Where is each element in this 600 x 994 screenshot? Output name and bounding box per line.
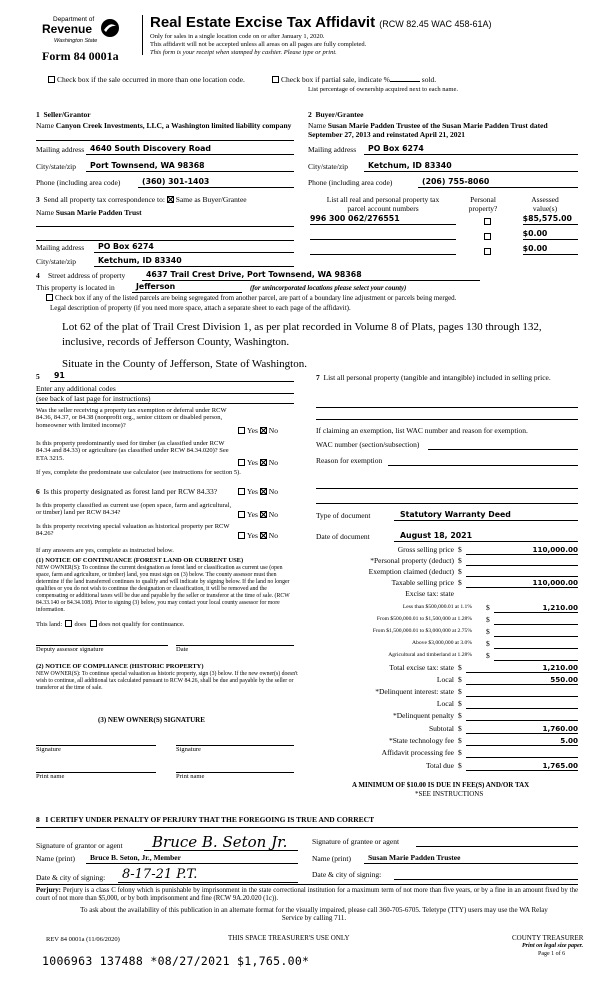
receipt-stamp: 1006963 137488 *08/27/2021 $1,765.00* — [42, 954, 310, 968]
seller-section-num: 1 — [36, 110, 40, 119]
sec6-q2-no-checkbox[interactable] — [260, 511, 267, 518]
sec5-enter-codes: Enter any additional codes — [36, 384, 116, 393]
owner-print-2 — [176, 772, 294, 780]
sec6-q3-yes-checkbox[interactable] — [238, 532, 245, 539]
reason-line-3[interactable] — [316, 494, 578, 504]
perjury-label: Perjury: — [36, 887, 61, 894]
revenue-logo — [40, 14, 128, 48]
grantor-date[interactable]: 8-17-21 P.T. — [118, 867, 298, 883]
tax-row-label: Total due — [425, 761, 454, 770]
tax-row-label: Total excise tax: state — [389, 663, 454, 672]
tax-row-label: *State technology fee — [389, 736, 454, 745]
buyer-name-label: Name — [308, 121, 326, 130]
deputy-date-label: Date — [176, 646, 189, 653]
seller-name-row — [36, 122, 294, 131]
sec6-q1-yes-checkbox[interactable] — [238, 488, 245, 495]
partial-sale-checkbox[interactable] — [272, 76, 279, 83]
tax-row-dollar: $ — [458, 748, 462, 757]
does-not-checkbox[interactable] — [90, 620, 97, 627]
located-row — [36, 283, 506, 293]
seller-city-label: City/state/zip — [36, 162, 76, 172]
wac-input[interactable] — [428, 440, 578, 450]
grantor-date-row — [36, 867, 298, 883]
tax-row-label: Affidavit processing fee — [381, 748, 454, 757]
tax-row-value[interactable] — [494, 627, 578, 637]
parcel-number[interactable] — [310, 245, 456, 255]
seller-city[interactable]: Port Townsend, WA 98368 — [86, 162, 294, 172]
tax-row-dollar: $ — [486, 651, 490, 660]
partial-sold-label: sold. — [421, 75, 437, 84]
reason-row — [316, 456, 578, 466]
legal-desc-label: Legal description of property (if you need more space, attach a separate sheet to each page of the affidavit). — [50, 304, 351, 312]
tax-row-value[interactable] — [494, 651, 578, 661]
seller-mailing-row — [36, 145, 294, 155]
tax-row-value[interactable]: 110,000.00 — [466, 578, 578, 588]
grantee-name-label: Name (print) — [312, 854, 351, 863]
sec8-heading-text: I CERTIFY UNDER PENALTY OF PERJURY THAT THE FOREGOING IS TRUE AND CORRECT — [45, 815, 375, 824]
rev-number: REV 84 0001a (11/06/2020) — [46, 936, 120, 943]
tax-row-dollar: $ — [486, 615, 490, 624]
dept-line2: Revenue — [42, 22, 93, 36]
sec5-q2: Is this property predominantly used for timber (as classified under RCW 84.34 and 84.33) or agriculture (as classified under RCW 84.34.020)? See ETA 3215. — [36, 440, 229, 462]
parcel-row — [310, 230, 578, 240]
street-row — [36, 271, 480, 281]
tax-row-label: Local — [436, 675, 454, 684]
buyer-name[interactable]: Susan Marie Padden Trustee of the Susan Marie Padden Trust dated September 27, 2013 and reinstated April 21, 2021 — [308, 121, 548, 139]
tax-row-dollar: $ — [458, 578, 462, 587]
tax-row-dollar: $ — [486, 639, 490, 648]
tax-row-dollar: $ — [458, 736, 462, 745]
tax-row-value[interactable]: 110,000.00 — [466, 545, 578, 555]
grantee-sig-row — [312, 833, 578, 847]
segregated-check[interactable] — [46, 294, 456, 302]
tax-row-dollar: $ — [458, 687, 462, 696]
doc-type[interactable]: Statutory Warranty Deed — [394, 511, 578, 521]
buyer-heading-text: Buyer/Grantee — [315, 110, 364, 119]
located-label: This property is located in — [36, 283, 115, 293]
tax-row-label: Above $3,000,000 at 3.0% — [412, 640, 472, 646]
sec5-codes-line — [36, 385, 294, 394]
parcel-row — [310, 215, 578, 225]
corr-heading-text: Send all property tax correspondence to: — [43, 195, 165, 204]
header-note-2: This affidavit will not be accepted unless all areas on all pages are fully completed. — [150, 41, 367, 48]
tax-row-dollar: $ — [458, 711, 462, 720]
form-citation: (RCW 82.45 WAC 458-61A) — [379, 19, 492, 29]
grantor-date-label: Date & city of signing: — [36, 873, 106, 883]
doc-date-row — [316, 532, 578, 542]
tax-row-dollar: $ — [486, 627, 490, 636]
street-label: Street address of property — [48, 271, 126, 281]
sec5-q1-yes-checkbox[interactable] — [238, 427, 245, 434]
corr-name-row — [36, 209, 142, 218]
tax-row-value[interactable]: 1,760.00 — [466, 724, 578, 734]
no-label: No — [268, 510, 278, 519]
street-address[interactable]: 4637 Trail Crest Drive, Port Townsend, WA 98368 — [142, 271, 480, 281]
county-treasurer: COUNTY TREASURER — [512, 934, 584, 942]
multi-location-label: Check box if the sale occurred in more than one location code. — [57, 75, 245, 84]
personal-col-header: Personal property? — [468, 195, 498, 213]
tax-row-value[interactable] — [494, 615, 578, 625]
personal-property-checkbox[interactable] — [484, 233, 491, 240]
treasurer-space: THIS SPACE TREASURER'S USE ONLY — [228, 934, 350, 942]
tax-row-dollar: $ — [458, 699, 462, 708]
unincorporated-note: (for unincorporated locations please select your county) — [250, 285, 407, 293]
sec5-q1-no-checkbox[interactable] — [260, 427, 267, 434]
partial-sale-check[interactable] — [272, 76, 436, 85]
tax-row-label: Subtotal — [428, 724, 454, 733]
multi-location-check[interactable] — [48, 76, 245, 85]
tax-row-label: Less than $500,000.01 at 1.1% — [402, 604, 472, 610]
tax-row-value[interactable] — [466, 687, 578, 697]
tax-row-label: From $1,500,000.01 to $3,000,000 at 2.75% — [372, 628, 472, 634]
buyer-section-num: 2 — [308, 110, 312, 119]
footer-divider — [36, 884, 578, 885]
minimum-note: A MINIMUM OF $10.00 IS DUE IN FEE(S) AND/OR TAX — [352, 781, 530, 789]
corr-mailing-label: Mailing address — [36, 243, 85, 253]
seller-phone[interactable]: (360) 301-1403 — [138, 178, 294, 188]
partial-sale-label: Check box if partial sale, indicate % — [281, 75, 390, 84]
corr-city-row — [36, 257, 294, 267]
dept-line1: Department of — [53, 16, 95, 23]
buyer-city-row — [308, 162, 578, 172]
sec6-q1-answer — [238, 488, 278, 497]
sec5-code[interactable]: 91 — [50, 372, 294, 382]
reason-input[interactable] — [388, 456, 578, 466]
personal-property-checkbox[interactable] — [484, 248, 491, 255]
sec5-see-back — [36, 395, 294, 404]
grantee-date-label: Date & city of signing: — [312, 870, 382, 880]
sec6-q3-no-checkbox[interactable] — [260, 532, 267, 539]
tax-row-value[interactable] — [466, 699, 578, 709]
legal-paper-note: Print on legal size paper. — [522, 943, 584, 949]
yes-label: Yes — [247, 426, 258, 435]
tax-row-label: Local — [436, 699, 454, 708]
tax-row-value[interactable] — [466, 556, 578, 566]
does-checkbox[interactable] — [65, 620, 72, 627]
alt-format-text: To ask about the availability of this publication in an alternate format for the visually impaired, please call 360-705-6705. Teletype (TTY) users may use the WA Relay Service by calling 711. — [80, 906, 548, 923]
assessed-value[interactable]: $0.00 — [523, 245, 578, 255]
tax-row-value[interactable] — [494, 639, 578, 649]
corr-mailing[interactable]: PO Box 6274 — [94, 243, 294, 253]
no-label: No — [268, 426, 278, 435]
sec6-num: 6 — [36, 487, 40, 496]
tax-row-dollar: $ — [458, 567, 462, 576]
corr-city[interactable]: Ketchum, ID 83340 — [94, 257, 294, 267]
sec6-q2-answer — [238, 511, 278, 520]
tax-row-value[interactable]: 1,210.00 — [466, 663, 578, 673]
sec5-q2-answer — [238, 459, 278, 468]
tax-row-dollar: $ — [458, 675, 462, 684]
situate-text[interactable]: Situate in the County of Jefferson, State of Washington. — [62, 358, 307, 370]
yes-label: Yes — [247, 510, 258, 519]
assessed-value[interactable]: $0.00 — [523, 230, 578, 240]
tax-row-label: Gross selling price — [397, 545, 454, 554]
tax-row-value[interactable] — [466, 567, 578, 577]
corr-line-2 — [36, 240, 294, 241]
owner-sig-1-label: Signature — [36, 746, 61, 753]
this-land-label: This land: — [36, 621, 63, 628]
owner-print-2-label: Print name — [176, 773, 205, 780]
wac-row — [316, 440, 578, 450]
sec6-q3-answer — [238, 532, 278, 541]
sec6-q1-no-checkbox[interactable] — [260, 488, 267, 495]
header-note-3: This form is your receipt when stamped by cashier. Please type or print. — [150, 49, 337, 56]
sec5-code-row — [36, 372, 294, 382]
tax-row-value[interactable]: 1,765.00 — [466, 761, 578, 771]
parcel-row — [310, 245, 578, 255]
grantor-name[interactable]: Bruce B. Seton, Jr., Member — [86, 854, 298, 864]
segregated-checkbox[interactable] — [46, 294, 53, 301]
deputy-sig-label: Deputy assessor signature — [36, 646, 104, 653]
yes-label: Yes — [247, 487, 258, 496]
owner-sig-2-label: Signature — [176, 746, 201, 753]
same-as-buyer-label: Same as Buyer/Grantee — [175, 195, 247, 204]
notice2-text: NEW OWNER(S): To continue special valuation as historic property, sign (3) below. If the new owner(s) doesn't wish to continue, all additional tax calculated pursuant to RCW 84.26, shall be due and payable by the seller or transferor at the time of sale. — [36, 671, 298, 691]
owner-sig-2 — [176, 745, 294, 753]
buyer-mailing-row — [308, 145, 578, 155]
sec6-q2: Is this property classified as current use (open space, farm and agricultural, or timber) land per RCW 84.34? — [36, 502, 232, 517]
tax-row-value[interactable]: 1,210.00 — [494, 603, 578, 613]
tax-row-label: Excise tax: state — [405, 589, 454, 598]
parcel-number[interactable] — [310, 230, 456, 240]
assessed-col-header: Assessed value(s) — [531, 195, 559, 213]
does-label: does — [74, 621, 87, 628]
seller-heading-text: Seller/Grantor — [43, 110, 91, 119]
parcel-col-header: List all real and personal property tax parcel account numbers — [326, 195, 440, 213]
notice1-text: NEW OWNER(S): To continue the current designation as forest land or classification as current use (open space, farm and agriculture, or timber) land, you must sign on (3) below. The county assessor must then determine if the land transferred continues to qualify and will indicate by signing below. If the land no longer qualifies or you do not wish to continue the designation or classification, it will be removed and the compensating or additional taxes will be due and payable by the seller or transferor at the time of sale. (RCW 84.33.140 or 84.34.108). Prior to signing (3) below, you may contact your local county assessor for more information. — [36, 565, 290, 613]
assessed-value[interactable]: $85,575.00 — [523, 215, 578, 225]
owner-print-1 — [36, 772, 156, 780]
buyer-mailing-label: Mailing address — [308, 145, 357, 155]
sec7-heading-text: List all personal property (tangible and intangible) included in selling price. — [323, 373, 551, 382]
seller-phone-label: Phone (including area code) — [36, 178, 121, 188]
tax-row-value[interactable]: 5.00 — [466, 736, 578, 746]
tax-row-label: Exemption claimed (deduct) — [368, 567, 454, 576]
buyer-phone-row — [308, 178, 578, 188]
tax-row-value[interactable] — [466, 748, 578, 758]
sec6-q4: If any answers are yes, complete as instructed below. — [36, 547, 174, 554]
buyer-city-label: City/state/zip — [308, 162, 348, 172]
form-title-text: Real Estate Excise Tax Affidavit — [150, 14, 376, 31]
header-note-1: Only for sales in a single location code on or after January 1, 2020. — [150, 33, 325, 40]
doc-date-label: Date of document — [316, 532, 370, 542]
grantor-sig-label: Signature of grantor or agent — [36, 841, 123, 851]
owner-print-1-label: Print name — [36, 773, 65, 780]
tax-row-dollar: $ — [458, 761, 462, 770]
buyer-phone-label: Phone (including area code) — [308, 178, 393, 188]
buyer-city[interactable]: Ketchum, ID 83340 — [364, 162, 578, 172]
no-label: No — [268, 487, 278, 496]
exemption-note: If claiming an exemption, list WAC number and reason for exemption. — [316, 426, 528, 435]
sec8-num: 8 — [36, 815, 40, 824]
sec5-q2-yes-checkbox[interactable] — [238, 459, 245, 466]
sec7-num: 7 — [316, 373, 320, 382]
same-as-buyer-checkbox[interactable] — [167, 196, 174, 203]
grantee-signature[interactable] — [416, 833, 578, 847]
buyer-mailing[interactable]: PO Box 6274 — [364, 145, 578, 155]
sec7-line-1[interactable] — [316, 398, 578, 408]
dept-line3: Washington State — [54, 38, 98, 44]
partial-list-note: List percentage of ownership acquired next to each name. — [308, 86, 458, 93]
segregated-label: Check box if any of the listed parcels are being segregated from another parcel, are part of a boundary line adjustment or parcels being merged. — [55, 294, 457, 302]
grantor-name-row — [36, 854, 298, 864]
tax-row-dollar: $ — [486, 603, 490, 612]
multi-location-checkbox[interactable] — [48, 76, 55, 83]
sec5-see-back-text: (see back of last page for instructions) — [36, 394, 151, 403]
doc-date[interactable]: August 18, 2021 — [394, 532, 578, 542]
does-not-label: does not qualify for continuance. — [98, 621, 185, 628]
sec5-num: 5 — [36, 372, 40, 382]
tax-row-value[interactable]: 550.00 — [466, 675, 578, 685]
grantee-date[interactable] — [394, 870, 578, 880]
doc-type-row — [316, 511, 578, 521]
wac-label: WAC number (section/subsection) — [316, 440, 420, 450]
legal-description[interactable]: Lot 62 of the plat of Trail Crest Division 1, as per plat recorded in Volume 8 of Plats, pages 130 through 132, inclusive, records of Jefferson County, Washington. — [62, 321, 542, 348]
corr-line-1 — [36, 226, 294, 227]
header-divider — [142, 15, 143, 55]
buyer-name-row — [308, 122, 578, 139]
seller-name[interactable]: Canyon Creek Investments, LLC, a Washington limited liability company — [55, 121, 292, 130]
property-section-num: 4 — [36, 271, 40, 281]
form-number: Form 84 0001a — [42, 49, 119, 63]
sec8-heading — [36, 816, 578, 828]
grantor-name-label: Name (print) — [36, 854, 75, 863]
seller-mailing-label: Mailing address — [36, 145, 85, 155]
owner-sig-1 — [36, 745, 156, 753]
grantee-date-row — [312, 870, 578, 880]
sec5-q3: If yes, complete the predominate use calculator (see instructions for section 5). — [36, 469, 241, 476]
tax-row-label: *Delinquent interest: state — [375, 687, 454, 696]
doc-type-label: Type of document — [316, 511, 371, 521]
tax-row-dollar: $ — [458, 724, 462, 733]
grantee-name-row — [312, 854, 578, 864]
new-owner-sig-title: (3) NEW OWNER(S) SIGNATURE — [98, 716, 205, 724]
sec7-heading — [316, 374, 578, 383]
partial-pct-line — [390, 81, 420, 82]
corr-name-label: Name — [36, 208, 54, 217]
personal-property-checkbox[interactable] — [484, 218, 491, 225]
tax-row-dollar: $ — [458, 545, 462, 554]
wa-swoosh-icon — [100, 18, 120, 38]
corr-name[interactable]: Susan Marie Padden Trust — [55, 208, 142, 217]
yes-label: Yes — [247, 531, 258, 540]
grantee-name[interactable]: Susan Marie Padden Trustee — [364, 854, 578, 864]
sec5-q2-no-checkbox[interactable] — [260, 459, 267, 466]
deputy-sig-line — [36, 645, 168, 653]
reason-line-2[interactable] — [316, 479, 578, 489]
corr-mailing-row — [36, 243, 294, 253]
buyer-heading — [308, 111, 363, 120]
parcel-number[interactable]: 996 300 062/276551 — [310, 215, 456, 225]
tax-row-dollar: $ — [458, 556, 462, 565]
seller-name-line — [36, 140, 294, 141]
deputy-date-line — [176, 645, 294, 653]
seller-heading — [36, 111, 91, 120]
corr-city-label: City/state/zip — [36, 257, 76, 267]
tax-row-value[interactable] — [466, 711, 578, 721]
tax-row-label: *Delinquent penalty — [392, 711, 454, 720]
tax-row-label: Taxable selling price — [391, 578, 454, 587]
located-county[interactable]: Jefferson — [132, 283, 242, 293]
grantor-sig-row — [36, 833, 298, 851]
perjury-body: Perjury is a class C felony which is punishable by imprisonment in the state correctional institution for a maximum term of not more than five years, or by a fine in an amount fixed by the court of not more than $5,000, or by both imprisonment and fine (RCW 9A.20.020 (1c)). — [36, 887, 578, 902]
tax-row-label: *Personal property (deduct) — [370, 556, 454, 565]
no-label: No — [268, 458, 278, 467]
sec5-q1-answer — [238, 427, 278, 436]
grantor-signature[interactable]: Bruce B. Seton Jr. — [144, 833, 298, 851]
sec6-q1: Is this property designated as forest land per RCW 84.33? — [43, 487, 218, 496]
notice2-title: (2) NOTICE OF COMPLIANCE (HISTORIC PROPERTY) — [36, 663, 204, 670]
tax-row-label: From $500,000.01 to $1,500,000 at 1.28% — [376, 616, 472, 622]
sec6-q2-yes-checkbox[interactable] — [238, 511, 245, 518]
sec6-q3: Is this property receiving special valuation as historical property per RCW 84.26? — [36, 523, 230, 538]
seller-phone-row — [36, 178, 294, 188]
seller-mailing[interactable]: 4640 South Discovery Road — [86, 145, 294, 155]
tax-row-label: Agricultural and timberland at 1.28% — [388, 652, 472, 658]
sec7-line-2[interactable] — [316, 410, 578, 420]
seller-name-label: Name — [36, 121, 54, 130]
seller-city-row — [36, 162, 294, 172]
buyer-phone[interactable]: (206) 755-8060 — [418, 178, 578, 188]
notice1-title: (1) NOTICE OF CONTINUANCE (FOREST LAND OR CURRENT USE) — [36, 557, 244, 564]
yes-label: Yes — [247, 458, 258, 467]
page-number: Page 1 of 6 — [538, 951, 566, 957]
corr-heading — [36, 196, 298, 205]
this-land-row — [36, 620, 184, 628]
sec5-q1: Was the seller receiving a property tax exemption or deferral under RCW 84.36, 84.37, or 84.38 (nonprofit org., senior citizen or disabled person, homeowner with limited income)? — [36, 407, 227, 429]
corr-section-num: 3 — [36, 195, 40, 204]
tax-row-dollar: $ — [458, 663, 462, 672]
no-label: No — [268, 531, 278, 540]
reason-label: Reason for exemption — [316, 456, 383, 466]
perjury-text — [36, 887, 578, 903]
form-title — [150, 14, 491, 31]
grantee-sig-label: Signature of grantee or agent — [312, 837, 400, 847]
see-instructions: *SEE INSTRUCTIONS — [415, 790, 484, 798]
